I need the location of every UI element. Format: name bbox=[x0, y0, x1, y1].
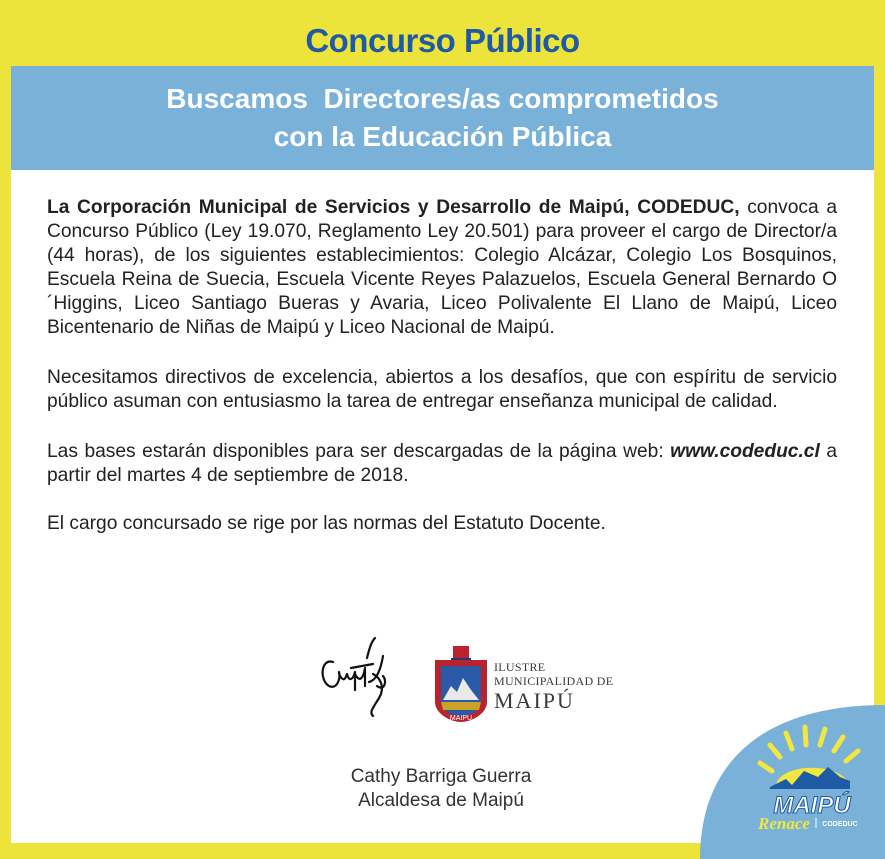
intro-rest: convoca a Concurso Público (Ley 19.070, Reglamento Ley 20.501) para proveer el cargo de Director/a (44 horas), de los siguientes establecimientos: Colegio Alcázar, Colegio Los Bosquinos, Escuela Reina de Suecia, Escuela Vicente Reyes Palazuelos, Escuela General Bernardo O´Higgins, Liceo Santiago Bueras y Avaria, Liceo Polivalente El Llano de Maipú, Liceo Bicentenario de Niñas de Maipú y Liceo Nacional de Maipú. bbox=[47, 197, 837, 338]
municipal-logo-text bbox=[494, 660, 613, 714]
logo-line-3: MAIPÚ bbox=[494, 688, 575, 713]
subtitle-line-1: Buscamos Directores/as comprometidos bbox=[166, 83, 719, 114]
signer-name: Cathy Barriga Guerra bbox=[350, 766, 532, 787]
subtitle-line-2: con la Educación Pública bbox=[273, 121, 612, 152]
website-link[interactable]: www.codeduc.cl bbox=[670, 441, 820, 462]
badge-main: MAIPÚ bbox=[773, 792, 851, 819]
paragraph-needs: Necesitamos directivos de excelencia, abiertos a los desafíos, que con espíritu de servicio público asuman con entusiasmo la tarea de entregar enseñanza municipal de calidad. bbox=[47, 367, 837, 412]
intro-bold: La Corporación Municipal de Servicios y Desarrollo de Maipú, CODEDUC, bbox=[47, 197, 740, 218]
logo-line-2: MUNICIPALIDAD DE bbox=[494, 674, 614, 688]
body-text bbox=[47, 196, 837, 562]
municipal-logo bbox=[431, 644, 621, 734]
badge-org: CODEDUC bbox=[822, 821, 858, 828]
logo-line-1: ILUSTRE bbox=[494, 660, 546, 674]
signature-image bbox=[311, 628, 401, 720]
paragraph-bases bbox=[47, 440, 837, 488]
signer-role: Alcaldesa de Maipú bbox=[358, 790, 524, 811]
page-title: Concurso Público bbox=[305, 22, 580, 59]
shield-label: MAIPU bbox=[449, 715, 473, 722]
badge-script: Renace bbox=[758, 814, 810, 833]
subtitle-band bbox=[11, 66, 874, 170]
paragraph-intro bbox=[47, 196, 837, 340]
bases-end: a partir del martes 4 de septiembre de 2018. bbox=[47, 441, 837, 486]
bases-start: Las bases estarán disponibles para ser descargadas de la página web: bbox=[47, 441, 671, 462]
maipu-renace-badge bbox=[700, 705, 885, 859]
municipal-shield-icon bbox=[431, 644, 491, 724]
paragraph-statute: El cargo concursado se rige por las normas del Estatuto Docente. bbox=[47, 513, 606, 534]
